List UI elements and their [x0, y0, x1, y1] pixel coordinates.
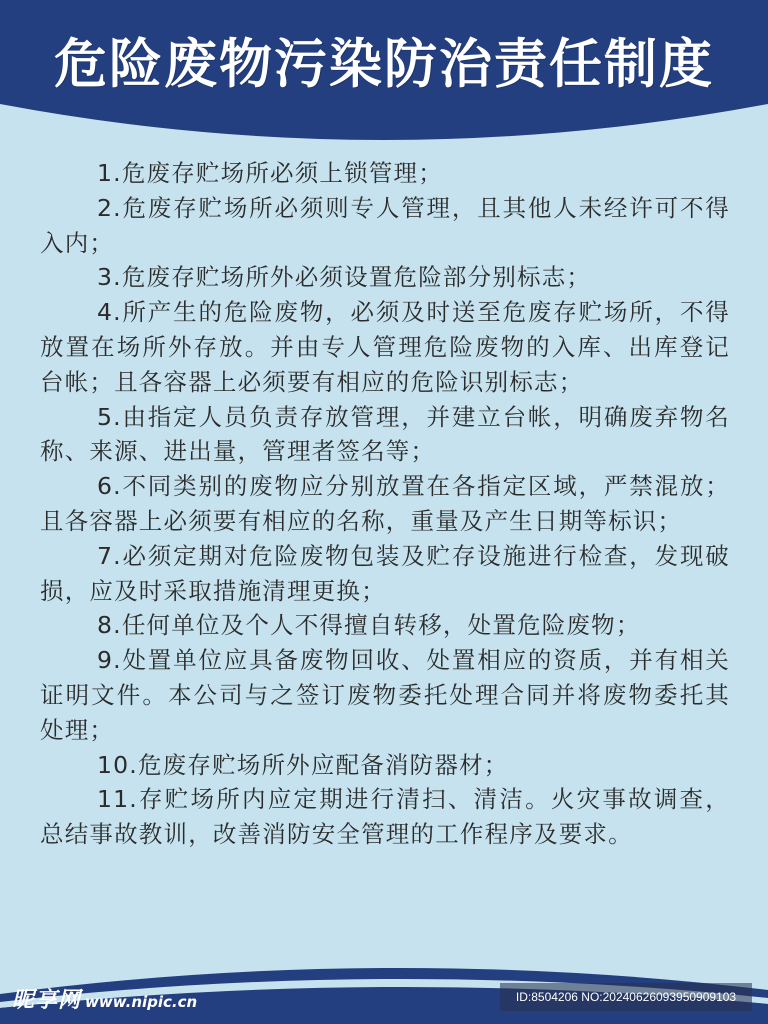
rule-item-2: 2.危废存贮场所必须则专人管理，且其他人未经许可不得入内；	[40, 193, 730, 257]
rule-item-11: 11.存贮场所内应定期进行清扫、清洁。火灾事故调查，总结事故教训，改善消防安全管理的工作程序及要求。	[40, 785, 730, 849]
rule-item-1: 1.危废存贮场所必须上锁管理；	[97, 159, 443, 187]
rule-item-6: 6.不同类别的废物应分别放置在各指定区域，严禁混放；且各容器上必须要有相应的名称，重量及产生日期等标识；	[40, 472, 730, 535]
rule-item-3: 3.危废存贮场所外必须设置危险部分别标志；	[97, 263, 592, 292]
rules-list	[40, 156, 730, 852]
rule-item-9: 9.处置单位应具备废物回收、处置相应的资质，并有相关证明文件。本公司与之签订废物委托处理合同并将废物委托其处理；	[40, 646, 730, 744]
watermark-url: www.nipic.cn	[85, 993, 198, 1011]
watermark-brand: 昵享网	[12, 988, 82, 1013]
rule-item-4: 4.所产生的危险废物，必须及时送至危废存贮场所，不得放置在场所外存放。并由专人管理危险废物的入库、出库登记台帐；且各容器上必须要有相应的危险识别标志；	[40, 298, 730, 396]
page-title: 危险废物污染防治责任制度	[54, 34, 714, 95]
rule-item-8: 8.任何单位及个人不得擅自转移，处置危险废物；	[97, 611, 641, 640]
watermark-logo	[12, 983, 197, 1014]
rule-item-10: 10.危废存贮场所外应配备消防器材；	[97, 750, 509, 779]
rule-item-7: 7.必须定期对危险废物包装及贮存设施进行检查，发现破损，应及时采取措施清理更换；	[40, 541, 730, 605]
image-id-badge: ID:8504206 NO:20240626093950909103	[500, 983, 752, 1011]
rule-item-5: 5.由指定人员负责存放管理，并建立台帐，明确废弃物名称、来源、进出量，管理者签名等；	[40, 402, 730, 466]
